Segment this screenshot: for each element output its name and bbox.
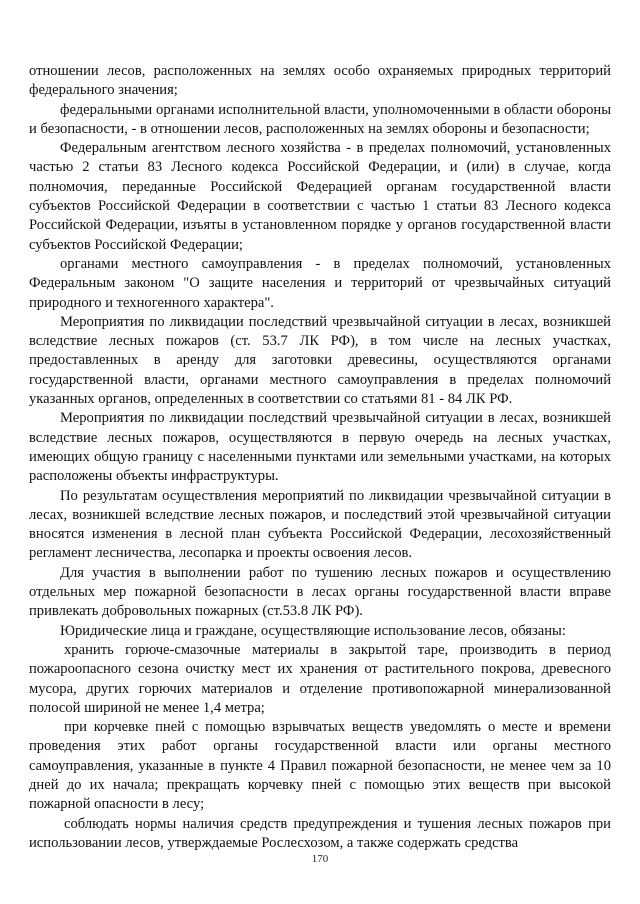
page-number: 170 [311, 853, 329, 865]
paragraph-7: По результатам осуществления мероприятий по ликвидации чрезвычайной ситуации в лесах, возникшей вследствие лесных пожаров, и последствий этой чрезвычайной ситуации вносятся изменения в лесной план субъекта Российской Федерации, лесохозяйственный регламент лесничества, лесопарка и проекты освоения лесов. [29, 487, 611, 562]
paragraph-5: Мероприятия по ликвидации последствий чрезвычайной ситуации в лесах, возникшей вследствие лесных пожаров (ст. 53.7 ЛК РФ), в том числе на лесных участках, предоставленных в аренду для заготовки древесины, осуществляются органами государственной власти, органами местного самоуправления в пределах полномочий указанных органов, определенных в соответствии со статьями 81 - 84 ЛК РФ. [29, 313, 611, 408]
paragraph-1: отношении лесов, расположенных на землях особо охраняемых природных территорий федерального значения; [29, 63, 611, 99]
paragraph-6: Мероприятия по ликвидации последствий чрезвычайной ситуации в лесах, возникшей вследствие лесных пожаров, осуществляются в первую очередь на лесных участках, имеющих общую границу с населенными пунктами или земельными участками, на которых расположены объекты инфраструктуры. [29, 410, 611, 485]
paragraph-2: федеральными органами исполнительной власти, уполномоченными в области обороны и безопасности, - в отношении лесов, расположенных на землях обороны и безопасности; [29, 101, 611, 137]
paragraph-10: хранить горюче-смазочные материалы в закрытой таре, производить в период пожароопасного сезона очистку мест их хранения от растительного покрова, древесного мусора, других горючих материалов и отделение противопожарной минерализованной полосой шириной не менее 1,4 метра; [29, 641, 611, 716]
paragraph-9: Юридические лица и граждане, осуществляющие использование лесов, обязаны: [60, 622, 566, 639]
paragraph-11: при корчевке пней с помощью взрывчатых веществ уведомлять о месте и времени проведения этих работ органы государственной власти или органы местного самоуправления, указанные в пункте 4 Правил пожарной безопасности, не менее чем за 10 дней до их начала; прекращать корчевку пней с помощью этих веществ при высокой пожарной опасности в лесу; [29, 719, 611, 813]
document-page [29, 62, 611, 853]
paragraph-8: Для участия в выполнении работ по тушению лесных пожаров и осуществлению отдельных мер пожарной безопасности в лесах органы государственной власти вправе привлекать добровольных пожарных (ст.53.8 ЛК РФ). [29, 564, 611, 620]
paragraph-3: Федеральным агентством лесного хозяйства - в пределах полномочий, установленных частью 2 статьи 83 Лесного кодекса Российской Федерации, и (или) в случае, когда полномочия, переданные Российской Федерацией органам государственной власти субъектов Российской Федерации в соответствии с частью 1 статьи 83 Лесного кодекса Российской Федерации, изъяты в установленном порядке у органов государственной власти субъектов Российской Федерации; [29, 140, 611, 253]
paragraph-4: органами местного самоуправления - в пределах полномочий, установленных Федеральным законом "О защите населения и территорий от чрезвычайных ситуаций природного и техногенного характера". [29, 255, 611, 311]
paragraph-12: соблюдать нормы наличия средств предупреждения и тушения лесных пожаров при использовании лесов, утверждаемые Рослесхозом, а также содержать средства [29, 815, 611, 851]
